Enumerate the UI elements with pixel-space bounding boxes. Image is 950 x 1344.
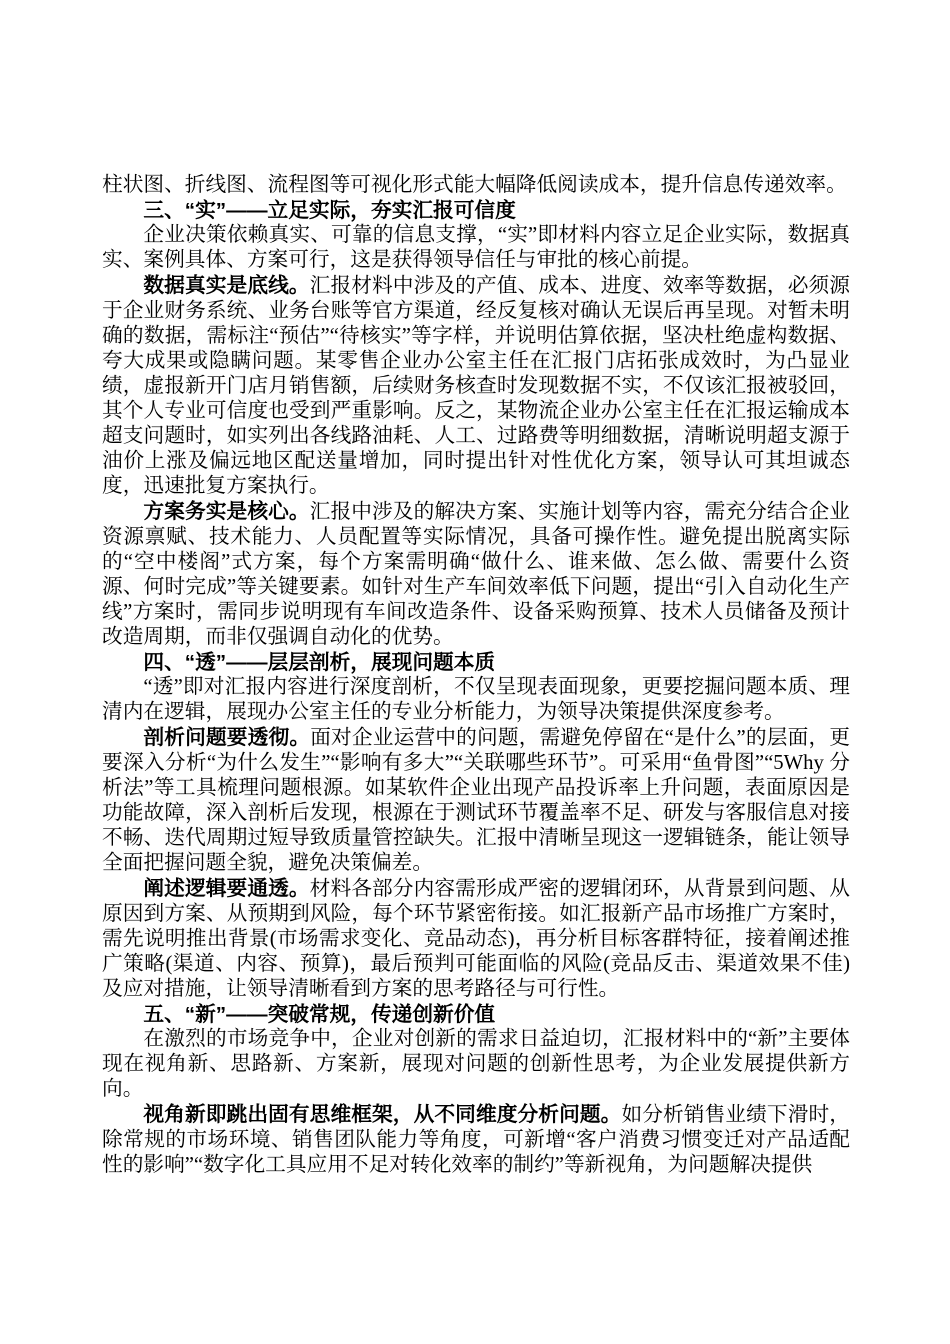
- text-run: 柱状图、折线图、流程图等可视化形式能大幅降低阅读成本，提升信息传递效率。: [102, 174, 847, 196]
- text-run: 汇报中涉及的解决方案、实施计划等内容，需充分结合企业资源禀赋、技术能力、人员配置等实际情况，具备可操作性。避免提出脱离实际的“空中楼阁”式方案，每个方案需明确“做什么、谁来做、怎么做、需要什么资源、何时完成”等关键要素。如针对生产车间效率低下问题，提出“引入自动化生产线”方案时，需同步说明现有车间改造条件、设备采购预算、技术人员储备及预计改造周期，而非仅强调自动化的优势。: [102, 501, 850, 648]
- section-heading: [102, 198, 850, 223]
- bold-text-run: 视角新即跳出固有思维框架，从不同维度分析问题。: [143, 1103, 622, 1126]
- bold-text-run: 剖析问题要透彻。: [143, 726, 311, 749]
- document-body: [102, 173, 850, 1178]
- paragraph: [102, 725, 850, 876]
- paragraph: [102, 1027, 850, 1102]
- bold-text-run: 阐述逻辑要通透。: [143, 877, 310, 900]
- text-run: 面对企业运营中的问题，需避免停留在“是什么”的层面，更要深入分析“为什么发生”“影响有多大”“关联哪些环节”。可采用“鱼骨图”“5Why 分析法”等工具梳理问题根源。如某软件企业出现产品投诉率上升问题，表面原因是功能故障，深入剖析后发现，根源在于测试环节覆盖率不足、研发与客服信息对接不畅、迭代周期过短导致质量管控缺失。汇报中清晰呈现这一逻辑链条，能让领导全面把握问题全貌，避免决策偏差。: [102, 727, 850, 874]
- bold-text-run: 方案务实是核心。: [143, 500, 310, 523]
- paragraph: [102, 1102, 850, 1178]
- paragraph: [102, 499, 850, 650]
- paragraph: [102, 273, 850, 499]
- text-run: 在激烈的市场竞争中，企业对创新的需求日益迫切，汇报材料中的“新”主要体现在视角新、思路新、方案新，展现对问题的创新性思考，为企业发展提供新方向。: [102, 1028, 850, 1100]
- paragraph: [102, 876, 850, 1002]
- bold-text-run: 数据真实是底线。: [143, 274, 310, 297]
- section-heading: [102, 650, 850, 675]
- bold-text-run: 五、“新”——突破常规，传递创新价值: [143, 1003, 496, 1026]
- text-run: 企业决策依赖真实、可靠的信息支撑，“实”即材料内容立足企业实际，数据真实、案例具体、方案可行，这是获得领导信任与审批的核心前提。: [102, 224, 850, 271]
- bold-text-run: 四、“透”——层层剖析，展现问题本质: [143, 651, 496, 674]
- text-run: “透”即对汇报内容进行深度剖析，不仅呈现表面现象，更要挖掘问题本质、理清内在逻辑，展现办公室主任的专业分析能力，为领导决策提供深度参考。: [102, 676, 850, 723]
- section-heading: [102, 1002, 850, 1027]
- paragraph: [102, 223, 850, 273]
- text-run: 汇报材料中涉及的产值、成本、进度、效率等数据，必须源于企业财务系统、业务台账等官方渠道，经反复核对确认无误后再呈现。对暂未明确的数据，需标注“预估”“待核实”等字样，并说明估算依据，坚决杜绝虚构数据、夸大成果或隐瞒问题。某零售企业办公室主任在汇报门店拓张成效时，为凸显业绩，虚报新开门店月销售额，后续财务核查时发现数据不实，不仅该汇报被驳回，其个人专业可信度也受到严重影响。反之，某物流企业办公室主任在汇报运输成本超支问题时，如实列出各线路油耗、人工、过路费等明细数据，清晰说明超支源于油价上涨及偏远地区配送量增加，同时提出针对性优化方案，领导认可其坦诚态度，迅速批复方案执行。: [102, 275, 850, 497]
- text-run: 材料各部分内容需形成严密的逻辑闭环，从背景到问题、从原因到方案、从预期到风险，每个环节紧密衔接。如汇报新产品市场推广方案时，需先说明推出背景(市场需求变化、竞品动态)，再分析目标客群特征，接着阐述推广策略(渠道、内容、预算)，最后预判可能面临的风险(竞品反击、渠道效果不佳)及应对措施，让领导清晰看到方案的思考路径与可行性。: [102, 878, 850, 1000]
- paragraph: [102, 173, 850, 198]
- paragraph: [102, 675, 850, 725]
- bold-text-run: 三、“实”——立足实际，夯实汇报可信度: [143, 199, 516, 222]
- text-run: 如分析销售业绩下滑时，除常规的市场环境、销售团队能力等角度，可新增“客户消费习惯变迁对产品适配性的影响”“数字化工具应用不足对转化效率的制约”等新视角，为问题解决提供: [102, 1104, 850, 1176]
